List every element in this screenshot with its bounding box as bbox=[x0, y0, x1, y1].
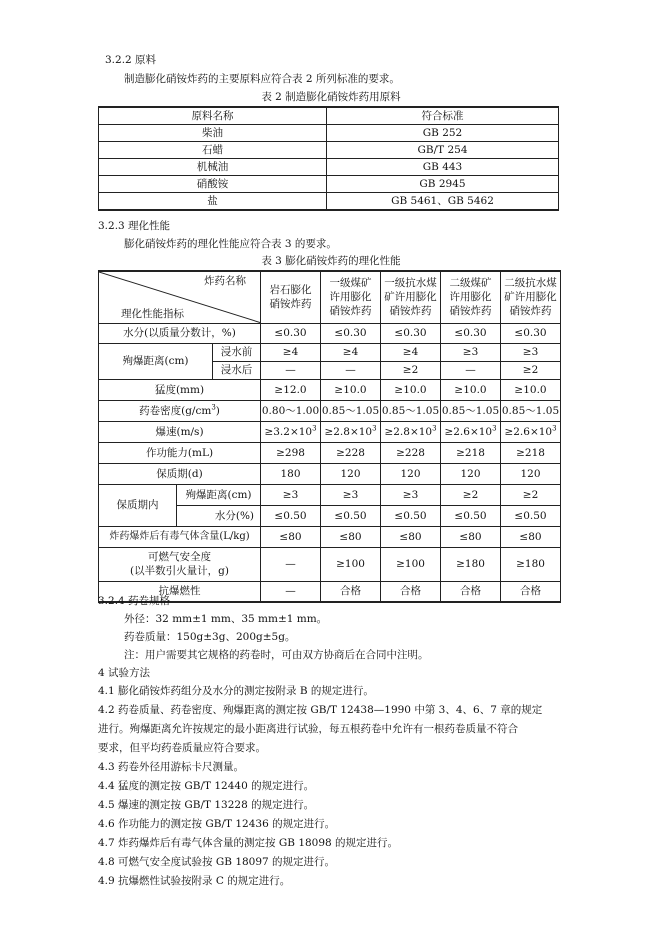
row-label: 猛度(mm) bbox=[99, 379, 261, 400]
table-cell: 120 bbox=[501, 463, 561, 484]
paragraph-line: 4.4 猛度的测定按 GB/T 12440 的规定进行。 bbox=[98, 780, 315, 792]
row-label: 炸药爆炸后有毒气体含量(L/kg) bbox=[99, 526, 261, 547]
paragraph-line: 4.9 抗爆燃性试验按附录 C 的规定进行。 bbox=[98, 875, 291, 887]
table-header: 符合标准 bbox=[327, 107, 559, 125]
table-cell: $\ge 2.6\times 10^3$ bbox=[501, 421, 561, 442]
paragraph-line: 4.6 作功能力的测定按 GB/T 12436 的规定进行。 bbox=[98, 818, 336, 830]
corner-top-label: 炸药名称 bbox=[204, 275, 247, 287]
paragraph-line: 4.2 药卷质量、药卷密度、殉爆距离的测定按 GB/T 12438—1990 中第 3、4、6、7 章的规定 bbox=[98, 704, 543, 716]
table-cell: $\ge 2.8\times 10^3$ bbox=[321, 421, 381, 442]
section-3-2-4-heading: 3.2.4 药卷规格 bbox=[98, 595, 171, 607]
row-label: 药卷密度$(g/cm^3)$ bbox=[99, 400, 261, 421]
table-cell: ≥180 bbox=[441, 547, 501, 581]
table-cell: ≤0.50 bbox=[381, 505, 441, 526]
table-cell: ≥10.0 bbox=[321, 379, 381, 400]
table-row bbox=[99, 142, 559, 159]
section-3-2-3-heading: 3.2.3 理化性能 bbox=[98, 220, 171, 232]
table-cell: 0.85～1.05 bbox=[321, 400, 381, 421]
table-cell: — bbox=[261, 581, 321, 602]
table-cell: — bbox=[261, 361, 321, 379]
table-cell: 合格 bbox=[441, 581, 501, 602]
table-cell: — bbox=[321, 361, 381, 379]
table-cell: ≤80 bbox=[321, 526, 381, 547]
table-cell: ≤0.50 bbox=[501, 505, 561, 526]
table-cell: ≤80 bbox=[501, 526, 561, 547]
table-cell: 柴油 bbox=[99, 125, 327, 142]
table-cell: ≥3 bbox=[501, 343, 561, 361]
row-label: 作功能力(mL) bbox=[99, 442, 261, 463]
table-row bbox=[99, 484, 561, 505]
note-line: 注：用户需要其它规格的药卷时，可由双方协商后在合同中注明。 bbox=[124, 649, 429, 661]
table-cell: $\ge 3.2\times 10^3$ bbox=[261, 421, 321, 442]
paragraph-line: 4.8 可燃气安全度试验按 GB 18097 的规定进行。 bbox=[98, 856, 336, 868]
table-cell: GB 443 bbox=[327, 159, 559, 176]
table-cell: ≥3 bbox=[321, 484, 381, 505]
section-3-2-3-text: 膨化硝铵炸药的理化性能应符合表 3 的要求。 bbox=[124, 238, 337, 250]
table-cell: GB 2945 bbox=[327, 176, 559, 193]
table-cell: ≤0.30 bbox=[381, 323, 441, 343]
column-header: 岩石膨化 硝铵炸药 bbox=[261, 271, 321, 323]
table3 bbox=[98, 270, 561, 603]
table-cell: ≥180 bbox=[501, 547, 561, 581]
row-label: 保质期(d) bbox=[99, 463, 261, 484]
table-row bbox=[99, 343, 561, 361]
section-4-heading: 4 试验方法 bbox=[98, 667, 151, 679]
row-sublabel: 浸水后 bbox=[213, 361, 261, 379]
table-row bbox=[99, 125, 559, 142]
table-row bbox=[99, 193, 559, 211]
table-cell: 合格 bbox=[501, 581, 561, 602]
row-label: 水分(以质量分数计，%) bbox=[99, 323, 261, 343]
table-cell: 0.85～1.05 bbox=[381, 400, 441, 421]
paragraph-line: 进行。殉爆距离允许按规定的最小距离进行试验，每五根药卷中允许有一根药卷质量不符合 bbox=[98, 723, 518, 735]
table-cell: GB 5461、GB 5462 bbox=[327, 193, 559, 211]
row-sublabel: 水分(%) bbox=[177, 505, 261, 526]
table-cell: ≥228 bbox=[321, 442, 381, 463]
table2 bbox=[98, 106, 559, 211]
table-cell: 机械油 bbox=[99, 159, 327, 176]
table-cell: ≤0.50 bbox=[321, 505, 381, 526]
table-cell: ≤80 bbox=[441, 526, 501, 547]
table-cell: $\ge 2.6\times 10^3$ bbox=[441, 421, 501, 442]
table-cell: ≥2 bbox=[501, 484, 561, 505]
row-sublabel: 殉爆距离(cm) bbox=[177, 484, 261, 505]
table-cell: ≥298 bbox=[261, 442, 321, 463]
table-cell: ≥3 bbox=[261, 484, 321, 505]
paragraph-line: 4.3 药卷外径用游标卡尺测量。 bbox=[98, 761, 245, 773]
paragraph-line: 4.7 炸药爆炸后有毒气体含量的测定按 GB 18098 的规定进行。 bbox=[98, 837, 399, 849]
table-cell: ≤0.30 bbox=[501, 323, 561, 343]
table-header: 原料名称 bbox=[99, 107, 327, 125]
table-row bbox=[99, 400, 561, 421]
table-row bbox=[99, 176, 559, 193]
table2-caption: 表 2 制造膨化硝铵炸药用原料 bbox=[261, 91, 401, 103]
table-cell: 盐 bbox=[99, 193, 327, 211]
table-cell: 合格 bbox=[321, 581, 381, 602]
corner-header bbox=[99, 271, 261, 323]
row-label: 保质期内 bbox=[99, 484, 177, 526]
table-cell: 0.85～1.05 bbox=[501, 400, 561, 421]
table-cell: ≤80 bbox=[381, 526, 441, 547]
table-cell: ≥10.0 bbox=[381, 379, 441, 400]
table-cell: 180 bbox=[261, 463, 321, 484]
table-cell: 硝酸铵 bbox=[99, 176, 327, 193]
table-cell: 0.80～1.00 bbox=[261, 400, 321, 421]
table-cell: ≥12.0 bbox=[261, 379, 321, 400]
table-cell: ≥218 bbox=[501, 442, 561, 463]
column-header: 二级煤矿 许用膨化 硝铵炸药 bbox=[441, 271, 501, 323]
table-row bbox=[99, 463, 561, 484]
paragraph-line: 要求，但平均药卷质量应符合要求。 bbox=[98, 742, 266, 754]
table-cell: ≥2 bbox=[381, 361, 441, 379]
table-cell: ≥4 bbox=[381, 343, 441, 361]
table-cell: ≥228 bbox=[381, 442, 441, 463]
table-cell: ≤80 bbox=[261, 526, 321, 547]
table-header-row bbox=[99, 107, 559, 125]
table-cell: ≥218 bbox=[441, 442, 501, 463]
table-row bbox=[99, 159, 559, 176]
table-cell: 石蜡 bbox=[99, 142, 327, 159]
table-cell: 0.85～1.05 bbox=[441, 400, 501, 421]
row-label: 爆速(m/s) bbox=[99, 421, 261, 442]
table-cell: ≥4 bbox=[261, 343, 321, 361]
table-cell: ≤0.30 bbox=[441, 323, 501, 343]
column-header: 一级抗水煤 矿许用膨化 硝铵炸药 bbox=[381, 271, 441, 323]
table-cell: 120 bbox=[441, 463, 501, 484]
table-cell: ≥3 bbox=[441, 343, 501, 361]
table-cell: ≥10.0 bbox=[441, 379, 501, 400]
paragraph-line: 4.1 膨化硝铵炸药组分及水分的测定按附录 B 的规定进行。 bbox=[98, 685, 374, 697]
paragraph-line: 药卷质量：150g±3g、200g±5g。 bbox=[124, 631, 296, 643]
table-cell: ≥2 bbox=[441, 484, 501, 505]
table-row bbox=[99, 379, 561, 400]
column-header: 二级抗水煤 矿许用膨化 硝铵炸药 bbox=[501, 271, 561, 323]
table-row bbox=[99, 323, 561, 343]
row-sublabel: 浸水前 bbox=[213, 343, 261, 361]
table-cell: 合格 bbox=[381, 581, 441, 602]
table-cell: ≥4 bbox=[321, 343, 381, 361]
table-cell: ≥2 bbox=[501, 361, 561, 379]
table3-caption: 表 3 膨化硝铵炸药的理化性能 bbox=[261, 255, 401, 267]
row-label: 殉爆距离(cm) bbox=[99, 343, 213, 379]
table-cell: ≤0.50 bbox=[441, 505, 501, 526]
column-header: 一级煤矿 许用膨化 硝铵炸药 bbox=[321, 271, 381, 323]
table-cell: GB 252 bbox=[327, 125, 559, 142]
paragraph-line: 4.5 爆速的测定按 GB/T 13228 的规定进行。 bbox=[98, 799, 315, 811]
table-cell: ≤0.30 bbox=[321, 323, 381, 343]
table-cell: 120 bbox=[381, 463, 441, 484]
table-cell: ≥100 bbox=[321, 547, 381, 581]
table-cell: ≥3 bbox=[381, 484, 441, 505]
table-cell: — bbox=[441, 361, 501, 379]
table-cell: — bbox=[261, 547, 321, 581]
table-row bbox=[99, 442, 561, 463]
table-cell: ≤0.30 bbox=[261, 323, 321, 343]
row-label: 可燃气安全度 (以半数引火量计，g) bbox=[99, 547, 261, 581]
table-row bbox=[99, 421, 561, 442]
row-label: 抗爆燃性 bbox=[99, 581, 261, 602]
table-cell: ≥10.0 bbox=[501, 379, 561, 400]
paragraph-line: 外径：32 mm±1 mm、35 mm±1 mm。 bbox=[124, 613, 328, 625]
section-3-2-2-heading: 3.2.2 原料 bbox=[105, 54, 157, 66]
table-cell: 120 bbox=[321, 463, 381, 484]
table-cell: $\ge 2.8\times 10^3$ bbox=[381, 421, 441, 442]
table-cell: GB/T 254 bbox=[327, 142, 559, 159]
table-row bbox=[99, 547, 561, 581]
corner-bottom-label: 理化性能指标 bbox=[121, 307, 184, 320]
section-3-2-2-text: 制造膨化硝铵炸药的主要原料应符合表 2 所列标准的要求。 bbox=[124, 73, 400, 85]
table-row bbox=[99, 526, 561, 547]
table-cell: ≤0.50 bbox=[261, 505, 321, 526]
table-header-row bbox=[99, 271, 561, 323]
table-cell: ≥100 bbox=[381, 547, 441, 581]
